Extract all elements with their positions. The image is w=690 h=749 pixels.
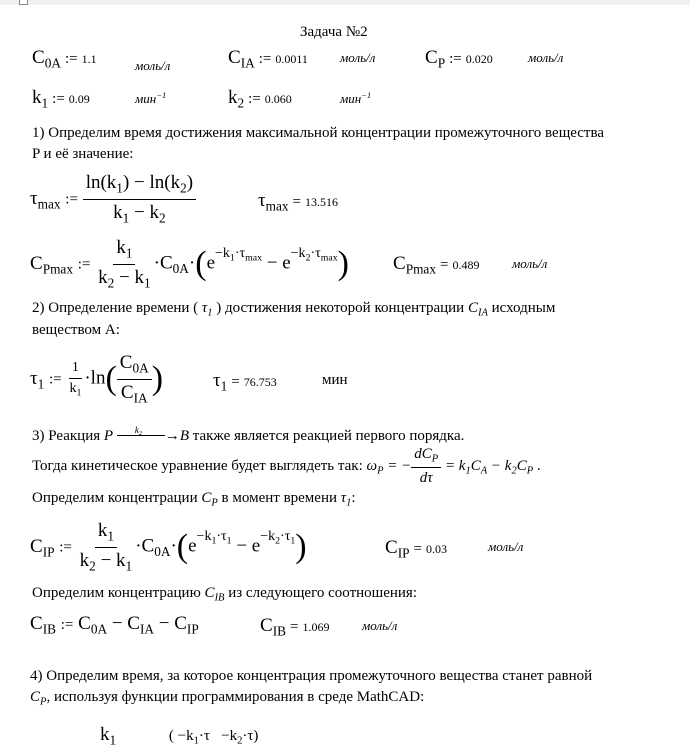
unit-k1: мин$^{-1}$ <box>135 90 167 107</box>
unit-cip: моль/л <box>488 539 524 554</box>
tau-max-formula[interactable]: $\tau_{max}$ := $\frac{\ln(k_1) - \ln(k_2)}{k_1 - k_2}$ <box>30 172 196 226</box>
cpmax-result: $C_{Pmax} = 0.489$ <box>393 253 480 277</box>
def-k2[interactable]: $k_2$ := 0.060 <box>228 87 292 111</box>
tau-max-result: $\tau_{max} = 13.516$ <box>258 190 339 214</box>
top-bar <box>0 0 690 5</box>
unit-cia: моль/л <box>340 50 376 65</box>
document-title: Задача №2 <box>300 24 368 40</box>
cp-function-formula-partial[interactable]: $k_1$ ( $-k_1\cdot\tau -k_2\cdot\tau$) <box>100 724 259 748</box>
section3-text-4: Определим концентрацию $C_{IB}$ из следующего соотношения: <box>32 585 417 604</box>
cip-formula[interactable]: $C_{IP}$ := $\frac{k_1}{k_2 - k_1}$ $\cdot C_{0A}\cdot(e^{-k_1\cdot\tau_1} - e^{-k_2\cdot\tau_1})$ <box>30 520 307 574</box>
unit-k2: мин$^{-1}$ <box>340 90 372 107</box>
region-marker <box>19 0 28 5</box>
cpmax-formula[interactable]: $C_{Pmax}$ := $\frac{k_1}{k_2 - k_1}$ $\cdot C_{0A}\cdot(e^{-k_1\cdot\tau_{max}} - e^{-k_2\cdot\tau_{max}})$ <box>30 237 349 291</box>
tau1-result: $\tau_1 = 76.753$ <box>213 370 277 394</box>
tau1-formula[interactable]: $\tau_1$ := $\frac{1}{k_1}$ ·ln( $\frac{C_{0A}}{C_{IA}}$ ) <box>30 352 164 406</box>
def-cp[interactable]: $C_P$ := 0.020 <box>425 47 493 71</box>
section3-text-3: Определим концентрации $C_P$ в момент времени $\tau_1$: <box>32 490 356 509</box>
unit-cib: моль/л <box>362 618 398 633</box>
cip-result: $C_{IP} = 0.03$ <box>385 537 447 561</box>
section1-text-1: 1) Определим время достижения максимальной концентрации промежуточного вещества <box>32 125 605 141</box>
unit-cp: моль/л <box>528 50 564 65</box>
section3-text-1: 3) Реакция P $k_2$ →B также является реакцией первого порядка. <box>32 425 465 444</box>
section2-text-1: 2) Определение времени ( $\tau_1$ ) достижения некоторой концентрации $C_{IA}$ исходным <box>32 300 556 319</box>
def-k1[interactable]: $k_1$ := 0.09 <box>32 87 90 111</box>
def-cia[interactable]: $C_{IA}$ := 0.0011 <box>228 47 308 71</box>
section3-text-2: Тогда кинетическое уравнение будет выглядеть так: $\omega_P$ = − $\frac{dC_P}{d\tau}$ = $k_1C_A - k_2C_P$ . <box>32 446 541 486</box>
unit-c0a: моль/л <box>135 58 171 73</box>
def-c0a[interactable]: $C_{0A}$ := 1.1 <box>32 47 97 71</box>
section2-text-2: веществом А: <box>32 322 120 338</box>
cib-formula[interactable]: $C_{IB}$ := $C_{0A} - C_{IA} - C_{IP}$ <box>30 613 199 637</box>
unit-cpmax: моль/л <box>512 256 548 271</box>
section1-text-2: P и её значение: <box>32 146 134 162</box>
cib-result: $C_{IB} = 1.069$ <box>260 615 330 639</box>
section4-text-1: 4) Определим время, за которое концентрация промежуточного вещества станет равной <box>30 668 593 684</box>
section4-text-2: $C_P$, используя функции программирования в среде MathCAD: <box>30 689 425 708</box>
unit-tau1: мин <box>322 372 348 388</box>
